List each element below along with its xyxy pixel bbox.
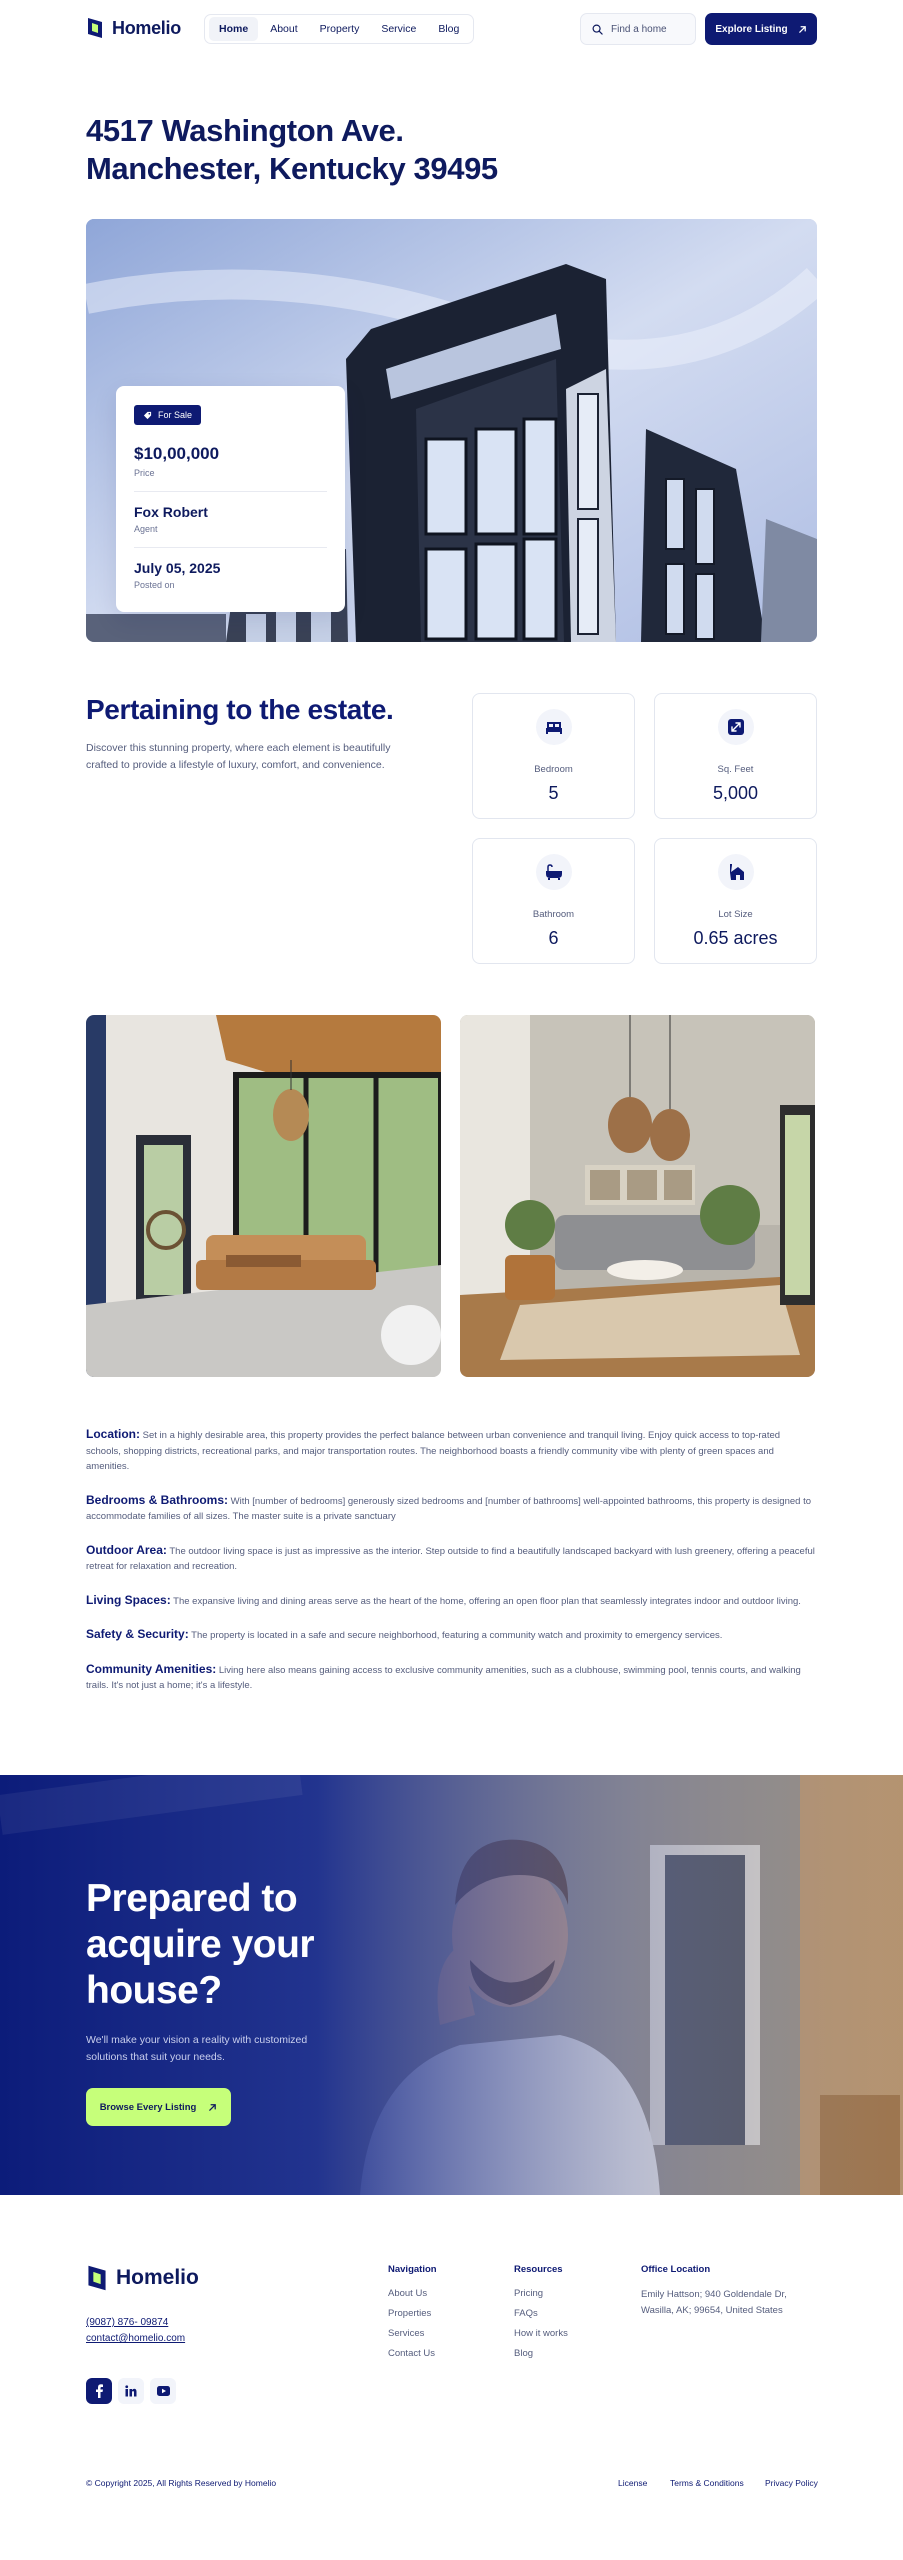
status-badge-label: For Sale xyxy=(158,410,193,420)
detail-text: The outdoor living space is just as impressive as the interior. Step outside to find a beautifully landscaped backyard with lush greenery, offering a peaceful retreat for relaxation and recreation. xyxy=(86,1545,815,1572)
cta-title-line: Prepared to xyxy=(86,1877,298,1920)
footer-email-link[interactable]: contact@homelio.com xyxy=(86,2333,186,2344)
detail-bedrooms-bathrooms xyxy=(86,1493,817,1525)
nav-about[interactable]: About xyxy=(270,23,298,35)
footer-brand-logo[interactable] xyxy=(86,2263,199,2293)
price-value: $10,00,000 xyxy=(134,444,220,463)
cta-text: We'll make your vision a reality with customized solutions that suit your needs. xyxy=(86,2034,308,2063)
cta-banner xyxy=(0,1775,903,2195)
tag-icon xyxy=(143,411,152,420)
stat-value: 0.65 acres xyxy=(693,928,778,948)
detail-safety-security xyxy=(86,1627,817,1644)
browse-listing-label: Browse Every Listing xyxy=(99,2101,197,2113)
posted-date: July 05, 2025 xyxy=(134,560,221,576)
main-nav xyxy=(204,14,474,44)
nav-service[interactable]: Service xyxy=(381,23,417,35)
bed-icon xyxy=(536,709,572,745)
browse-listing-button[interactable] xyxy=(86,2088,231,2126)
arrow-up-right-icon xyxy=(208,2103,217,2112)
agent-name: Fox Robert xyxy=(134,504,208,520)
detail-location xyxy=(86,1427,817,1475)
expand-icon xyxy=(718,709,754,745)
stat-card-lotsize xyxy=(654,838,817,964)
explore-listing-label: Explore Listing xyxy=(715,23,788,35)
linkedin-icon[interactable] xyxy=(118,2378,144,2404)
search-icon xyxy=(592,24,603,35)
stat-card-bedroom xyxy=(472,693,635,819)
detail-text: Set in a highly desirable area, this property provides the perfect balance between urban convenience and tranquil living. Enjoy quick access to top-rated schools, shopping districts, recreational parks, and major transportation routes. The neighborhood boasts a friendly community vibe with plenty of green spaces and amenities. xyxy=(86,1430,781,1472)
detail-text: Living here also means gaining access to exclusive community amenities, such as a clubhouse, swimming pool, tennis courts, and walking trails. It's not just a home; it's a lifestyle. xyxy=(86,1664,801,1691)
detail-outdoor-area xyxy=(86,1543,817,1575)
stat-label: Bedroom xyxy=(534,764,573,775)
detail-title: Safety & Security: xyxy=(86,1627,189,1641)
nav-home[interactable]: Home xyxy=(209,17,258,41)
detail-title: Outdoor Area: xyxy=(86,1542,167,1557)
footer-link-properties[interactable]: Properties xyxy=(388,2308,432,2319)
footer-link-about-us[interactable]: About Us xyxy=(388,2288,428,2299)
footer-link-license[interactable]: License xyxy=(618,2478,648,2488)
estate-description: Discover this stunning property, where each element is beautifully crafted to provide a lifestyle of luxury, comfort, and convenience. xyxy=(86,742,391,771)
youtube-icon[interactable] xyxy=(150,2378,176,2404)
footer-link-how-it-works[interactable]: How it works xyxy=(514,2328,568,2339)
detail-text: The property is located in a safe and secure neighborhood, featuring a community watch and proximity to emergency services. xyxy=(191,1630,723,1641)
divider xyxy=(134,491,327,492)
cta-title-line: house? xyxy=(86,1969,222,2012)
detail-title: Community Amenities: xyxy=(86,1661,217,1676)
house-lot-icon xyxy=(718,854,754,890)
brand-name: Homelio xyxy=(112,17,181,38)
footer-link-pricing[interactable]: Pricing xyxy=(514,2288,544,2299)
address-line1: 4517 Washington Ave. xyxy=(86,113,404,148)
footer-link-blog[interactable]: Blog xyxy=(514,2348,534,2359)
detail-title: Bedrooms & Bathrooms: xyxy=(86,1492,229,1507)
detail-living-spaces xyxy=(86,1593,817,1610)
detail-title: Living Spaces: xyxy=(86,1592,171,1607)
detail-community-amenities xyxy=(86,1662,817,1694)
site-header xyxy=(86,12,817,46)
address-line2: Manchester, Kentucky 39495 xyxy=(86,151,498,186)
listing-info-card xyxy=(116,386,345,612)
logo-icon xyxy=(86,2263,108,2293)
stat-value: 5 xyxy=(548,783,559,803)
stat-label: Bathroom xyxy=(532,909,575,920)
footer-link-services[interactable]: Services xyxy=(388,2328,425,2339)
nav-blog[interactable]: Blog xyxy=(438,23,460,35)
explore-listing-button[interactable] xyxy=(705,13,817,45)
stat-value: 5,000 xyxy=(712,783,759,803)
interior-photo-lounge xyxy=(460,1015,815,1377)
search-placeholder: Find a home xyxy=(611,23,667,35)
stat-value: 6 xyxy=(548,928,559,948)
cta-title-line: acquire your xyxy=(86,1923,315,1966)
brand-logo[interactable] xyxy=(86,16,181,40)
property-details xyxy=(86,1427,817,1712)
price-label: Price xyxy=(134,468,155,478)
nav-property[interactable]: Property xyxy=(319,23,360,35)
status-badge xyxy=(134,405,201,425)
bathtub-icon xyxy=(536,854,572,890)
stat-label: Lot Size xyxy=(718,909,753,920)
detail-text: The expansive living and dining areas serve as the heart of the home, offering an open floor plan that seamlessly integrates indoor and outdoor living. xyxy=(173,1595,801,1607)
footer-link-terms[interactable]: Terms & Conditions xyxy=(670,2478,744,2488)
property-address xyxy=(86,112,498,188)
stat-card-bathroom xyxy=(472,838,635,964)
footer-link-faqs[interactable]: FAQs xyxy=(514,2308,538,2319)
arrow-up-right-icon xyxy=(798,25,807,34)
footer-link-contact-us[interactable]: Contact Us xyxy=(388,2348,435,2359)
copyright-text: © Copyright 2025, All Rights Reserved by Homelio xyxy=(86,2478,277,2488)
footer-link-privacy[interactable]: Privacy Policy xyxy=(765,2478,818,2488)
posted-label: Posted on xyxy=(134,580,175,590)
stat-label: Sq. Feet xyxy=(717,764,754,775)
interior-photo-living xyxy=(86,1015,441,1377)
detail-text: With [number of bedrooms] generously sized bedrooms and [number of bathrooms] well-appointed bathrooms, this property is designed to accommodate families of all sizes. The master suite is a private sanctuary xyxy=(86,1495,811,1522)
cta-title xyxy=(86,1876,314,2014)
estate-heading: Pertaining to the estate. xyxy=(86,694,394,725)
search-input[interactable] xyxy=(580,13,696,45)
footer-office-title: Office Location xyxy=(641,2264,711,2275)
footer-brand-name: Homelio xyxy=(116,2266,199,2289)
footer-navigation-title: Navigation xyxy=(388,2264,437,2275)
footer-resources-title: Resources xyxy=(514,2264,563,2275)
footer-office-address: Emily Hattson; 940 Goldendale Dr, Wasilla, AK; 99654, United States xyxy=(641,2289,787,2316)
facebook-icon[interactable] xyxy=(86,2378,112,2404)
detail-title: Location: xyxy=(86,1427,140,1441)
divider xyxy=(134,547,327,548)
footer-phone-link[interactable]: (9087) 876- 09874 xyxy=(86,2317,169,2328)
agent-label: Agent xyxy=(134,524,158,534)
logo-icon xyxy=(86,16,104,40)
stat-card-sqfeet xyxy=(654,693,817,819)
